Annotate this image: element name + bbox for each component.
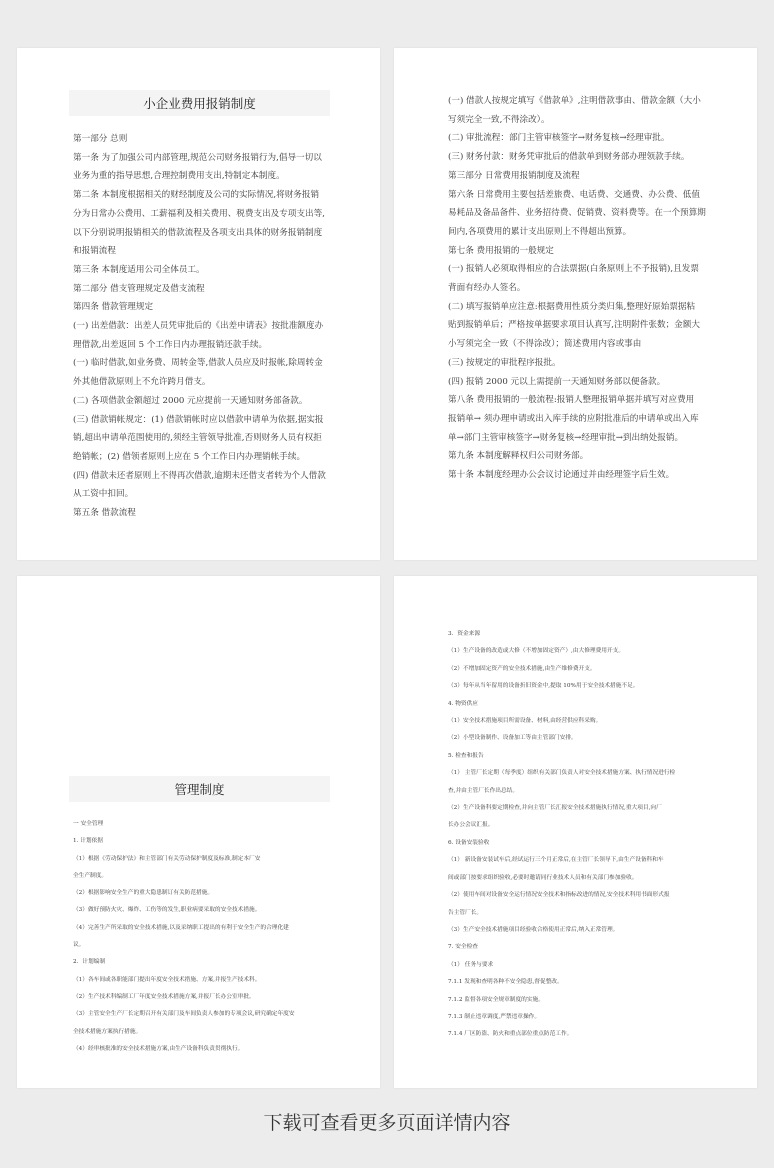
text-line: （3）主管安全生产厂长定期召开有关部门及车间负责人参加的专项会议,研究确定年度安 [73, 1011, 295, 1018]
document-page-1 [17, 48, 380, 560]
page-title: 管理制度 [69, 776, 330, 802]
text-line: 7.1.4 厂区防盗、防火和重点部位重点防范工作。 [448, 1031, 573, 1038]
download-prompt: 下载可查看更多页面详情内容 [263, 1112, 511, 1134]
text-line: 第六条 日常费用主要包括差旅费、电话费、交通费、办公费、低值 [448, 189, 700, 200]
text-line: (三) 按规定的审批程序报批。 [448, 357, 561, 368]
text-line: （3）每年从当年留用的设备折旧资金中,提取 10%用于安全技术措施不足。 [448, 683, 639, 690]
text-line: 贴到报销单后；严格按单据要求项目认真写,注明附件张数；金额大 [448, 320, 700, 331]
text-line: 7.1.3 制止违章调度,严禁违章操作。 [448, 1013, 541, 1020]
text-line: 3．资金来源 [448, 631, 481, 637]
text-line: 理借款,出差返回 5 个工作日内办理报销还款手续。 [73, 339, 268, 350]
text-line: 第一条 为了加强公司内部管理,规范公司财务报销行为,倡导一切以 [73, 152, 322, 163]
text-line: 告主管厂长。 [448, 909, 483, 916]
document-page-2 [394, 48, 757, 560]
text-line: （1） 新设备安装试车后,经试运行三个月正常后,在主管厂长领导下,由生产设备科和车 [448, 857, 664, 864]
text-line: （1）各车间或各职能部门提出年度安全技术措施、方案,并报生产技术科。 [73, 976, 261, 983]
text-line: 第四条 借款管理规定 [73, 302, 154, 313]
text-line: 查,并由主管厂长作出总结。 [448, 787, 519, 794]
text-line: (二) 审批流程：部门主管审核签字→财务复核→经理审批。 [448, 133, 670, 144]
text-line: 第十条 本制度经理办公会议讨论通过并由经理签字后生效。 [448, 470, 675, 481]
text-line: 间或部门按要求组织验收,必要时邀请同行业技术人员和有关部门参加验收。 [448, 874, 638, 881]
text-line: (四) 报销 2000 元以上需提前一天通知财务部以便备款。 [448, 376, 666, 387]
page-body [73, 130, 326, 523]
text-line: 背面有经办人签名。 [448, 283, 526, 294]
text-line: 业务为重的指导思想,合理控制费用支出,特制定本制度。 [73, 171, 285, 182]
text-line: 绝销帐；(2) 借领者原则上应在 5 个工作日内办理销帐手续。 [73, 451, 306, 462]
text-line: 一 安全管理 [73, 821, 104, 827]
text-line: 写须完全一致,不得涂改）。 [448, 114, 550, 125]
text-line: （1） 主管厂长定期（每季度）组织有关部门负责人对安全技术措施方案、执行情况进行检 [448, 770, 676, 777]
text-line: 7. 安全检查 [448, 944, 478, 951]
text-line: 5. 检查和报告 [448, 752, 484, 759]
text-line: (一) 借款人按规定填写《借款单》,注明借款事由、借款金额（大小 [448, 96, 701, 106]
text-line: 第二条 本制度根据相关的财经制度及公司的实际情况,将财务报销 [73, 190, 320, 201]
text-line: 6. 设备安装验收 [448, 839, 490, 846]
text-line: （3）生产安全技术措施项目经验收合格使用正常后,纳入正常管理。 [448, 926, 619, 933]
text-line: 7.1.1 发现和查明各种不安全隐患,督促整改。 [448, 979, 563, 986]
text-line: （2）生产设备科要定期检查,并向主管厂长汇报安全技术措施执行情况,重大项目,向厂 [448, 805, 662, 812]
text-line: 全技术措施方案执行措施。 [73, 1028, 142, 1035]
text-line: 第八条 费用报销的一般流程:报销人整理报销单据并填写对应费用 [448, 395, 695, 406]
text-line: 2．计划编制 [73, 959, 106, 966]
text-line: (四) 借款未还者原则上不得再次借款,逾期未还借支者转为个人借款 [73, 470, 326, 481]
page-body [73, 816, 326, 1058]
text-line: (二) 各项借款金额超过 2000 元应提前一天通知财务部备款。 [73, 395, 308, 406]
text-line: （4）完善生产所采取的安全技术措施,以及采纳职工提出的有利于安全生产的合理化建 [73, 924, 289, 931]
text-line: 单→部门主管审核签字→财务复核→经理审批→到出纳处报销。 [448, 432, 684, 443]
text-line: （3）做好预防火灾、爆炸、工伤等的发生,职业病要采取的安全技术措施。 [73, 907, 261, 914]
text-line: 7.1.2 监督各项安全规章制度的实施。 [448, 996, 544, 1003]
text-line: (三) 财务付款：财务凭审批后的借款单到财务部办理领款手续。 [448, 152, 690, 163]
text-line: 第九条 本制度解释权归公司财务部。 [448, 451, 589, 462]
text-line: (一) 报销人必须取得相应的合法票据(白条原则上不予报销),且发票 [448, 264, 699, 275]
text-line: 外其他借款原则上不允许跨月借支。 [73, 377, 211, 388]
text-line: （1）生产设备的改造或大修（不增加固定资产）,由大修理费用开支。 [448, 648, 625, 655]
text-line: 长办公会议汇报。 [448, 822, 494, 829]
document-page-3 [17, 576, 380, 1088]
page-body [448, 626, 703, 1044]
text-line: （2）小型设备制作、设备加工等由主管部门安排。 [448, 735, 577, 742]
text-line: （2）根据影响安全生产的重大隐患制订有关防范措施。 [73, 890, 214, 897]
text-line: （2）生产技术科编制工厂年度安全技术措施方案,并报厂长办公室审批。 [73, 993, 255, 1000]
text-line: 第七条 费用报销的一般规定 [448, 245, 554, 256]
text-line: 和报销流程 [73, 246, 116, 257]
page-body [448, 92, 706, 485]
text-line: 议。 [73, 942, 85, 949]
text-line: (二) 填写报销单应注意:根据费用性质分类归集,整理好原始票据粘 [448, 301, 696, 312]
text-line: 从工资中扣回。 [73, 489, 134, 500]
text-line: 第三条 本制度适用公司全体员工。 [73, 264, 205, 275]
text-line: 第三部分 日常费用报销制度及流程 [448, 170, 580, 181]
text-line: 间内,各项费用的累计支出原则上不得超出预算。 [448, 226, 632, 237]
text-line: （4）经审核批准的安全技术措施方案,由生产设备科负责贯彻执行。 [73, 1045, 244, 1052]
text-line: 第五条 借款流程 [73, 508, 136, 519]
text-line: (一) 出差借款：出差人员凭审批后的《出差申请表》按批准额度办 [73, 321, 324, 332]
page-title: 小企业费用报销制度 [69, 90, 330, 116]
text-line: 4. 物资供应 [448, 700, 478, 707]
text-line: （1） 任务与要求 [448, 961, 494, 968]
text-line: (一) 临时借款,如业务费、周转金等,借款人员应及时报帐,除周转金 [73, 358, 323, 369]
text-line: 报销单→ 须办理申请或出入库手续的应附批准后的申请单或出入库 [448, 413, 699, 424]
text-line: (三) 借款销帐规定：(1) 借款销帐时应以借款申请单为依据,据实报 [73, 414, 324, 425]
text-line: 以下分别说明报销相关的借款流程及各项支出具体的财务报销制度 [73, 227, 323, 238]
text-line: 销,超出申请单范围使用的,须经主管领导批准,否则财务人员有权拒 [73, 433, 322, 444]
text-line: 第二部分 借支管理规定及借支流程 [73, 283, 205, 294]
text-line: （1）安全技术措施项目所需设备、材料,由经营供应科采购。 [448, 718, 602, 725]
text-line: （1）根据《劳动保护法》和主管部门有关劳动保护制度及标准,制定本厂安 [73, 855, 261, 862]
text-line: 全生产制度。 [73, 872, 108, 879]
text-line: 1. 计划依据 [73, 838, 103, 845]
text-line: 小写须完全一致（不得涂改）；简述费用内容或事由 [448, 339, 642, 350]
text-line: 第一部分 总则 [73, 134, 128, 144]
text-line: 易耗品及备品备件、业务招待费、促销费、资料费等。在一个预算期 [448, 208, 706, 219]
document-page-4 [394, 576, 757, 1088]
text-line: （2）使用车间对设备安全运行情况安全技术和指标改进的情况,安全技术科用书面形式报 [448, 892, 670, 899]
text-line: （2）不增加固定资产的安全技术措施,由生产维修费开支。 [448, 665, 596, 672]
text-line: 分为日常办公费用、工薪福利及相关费用、税费支出及专项支出等, [73, 208, 325, 219]
